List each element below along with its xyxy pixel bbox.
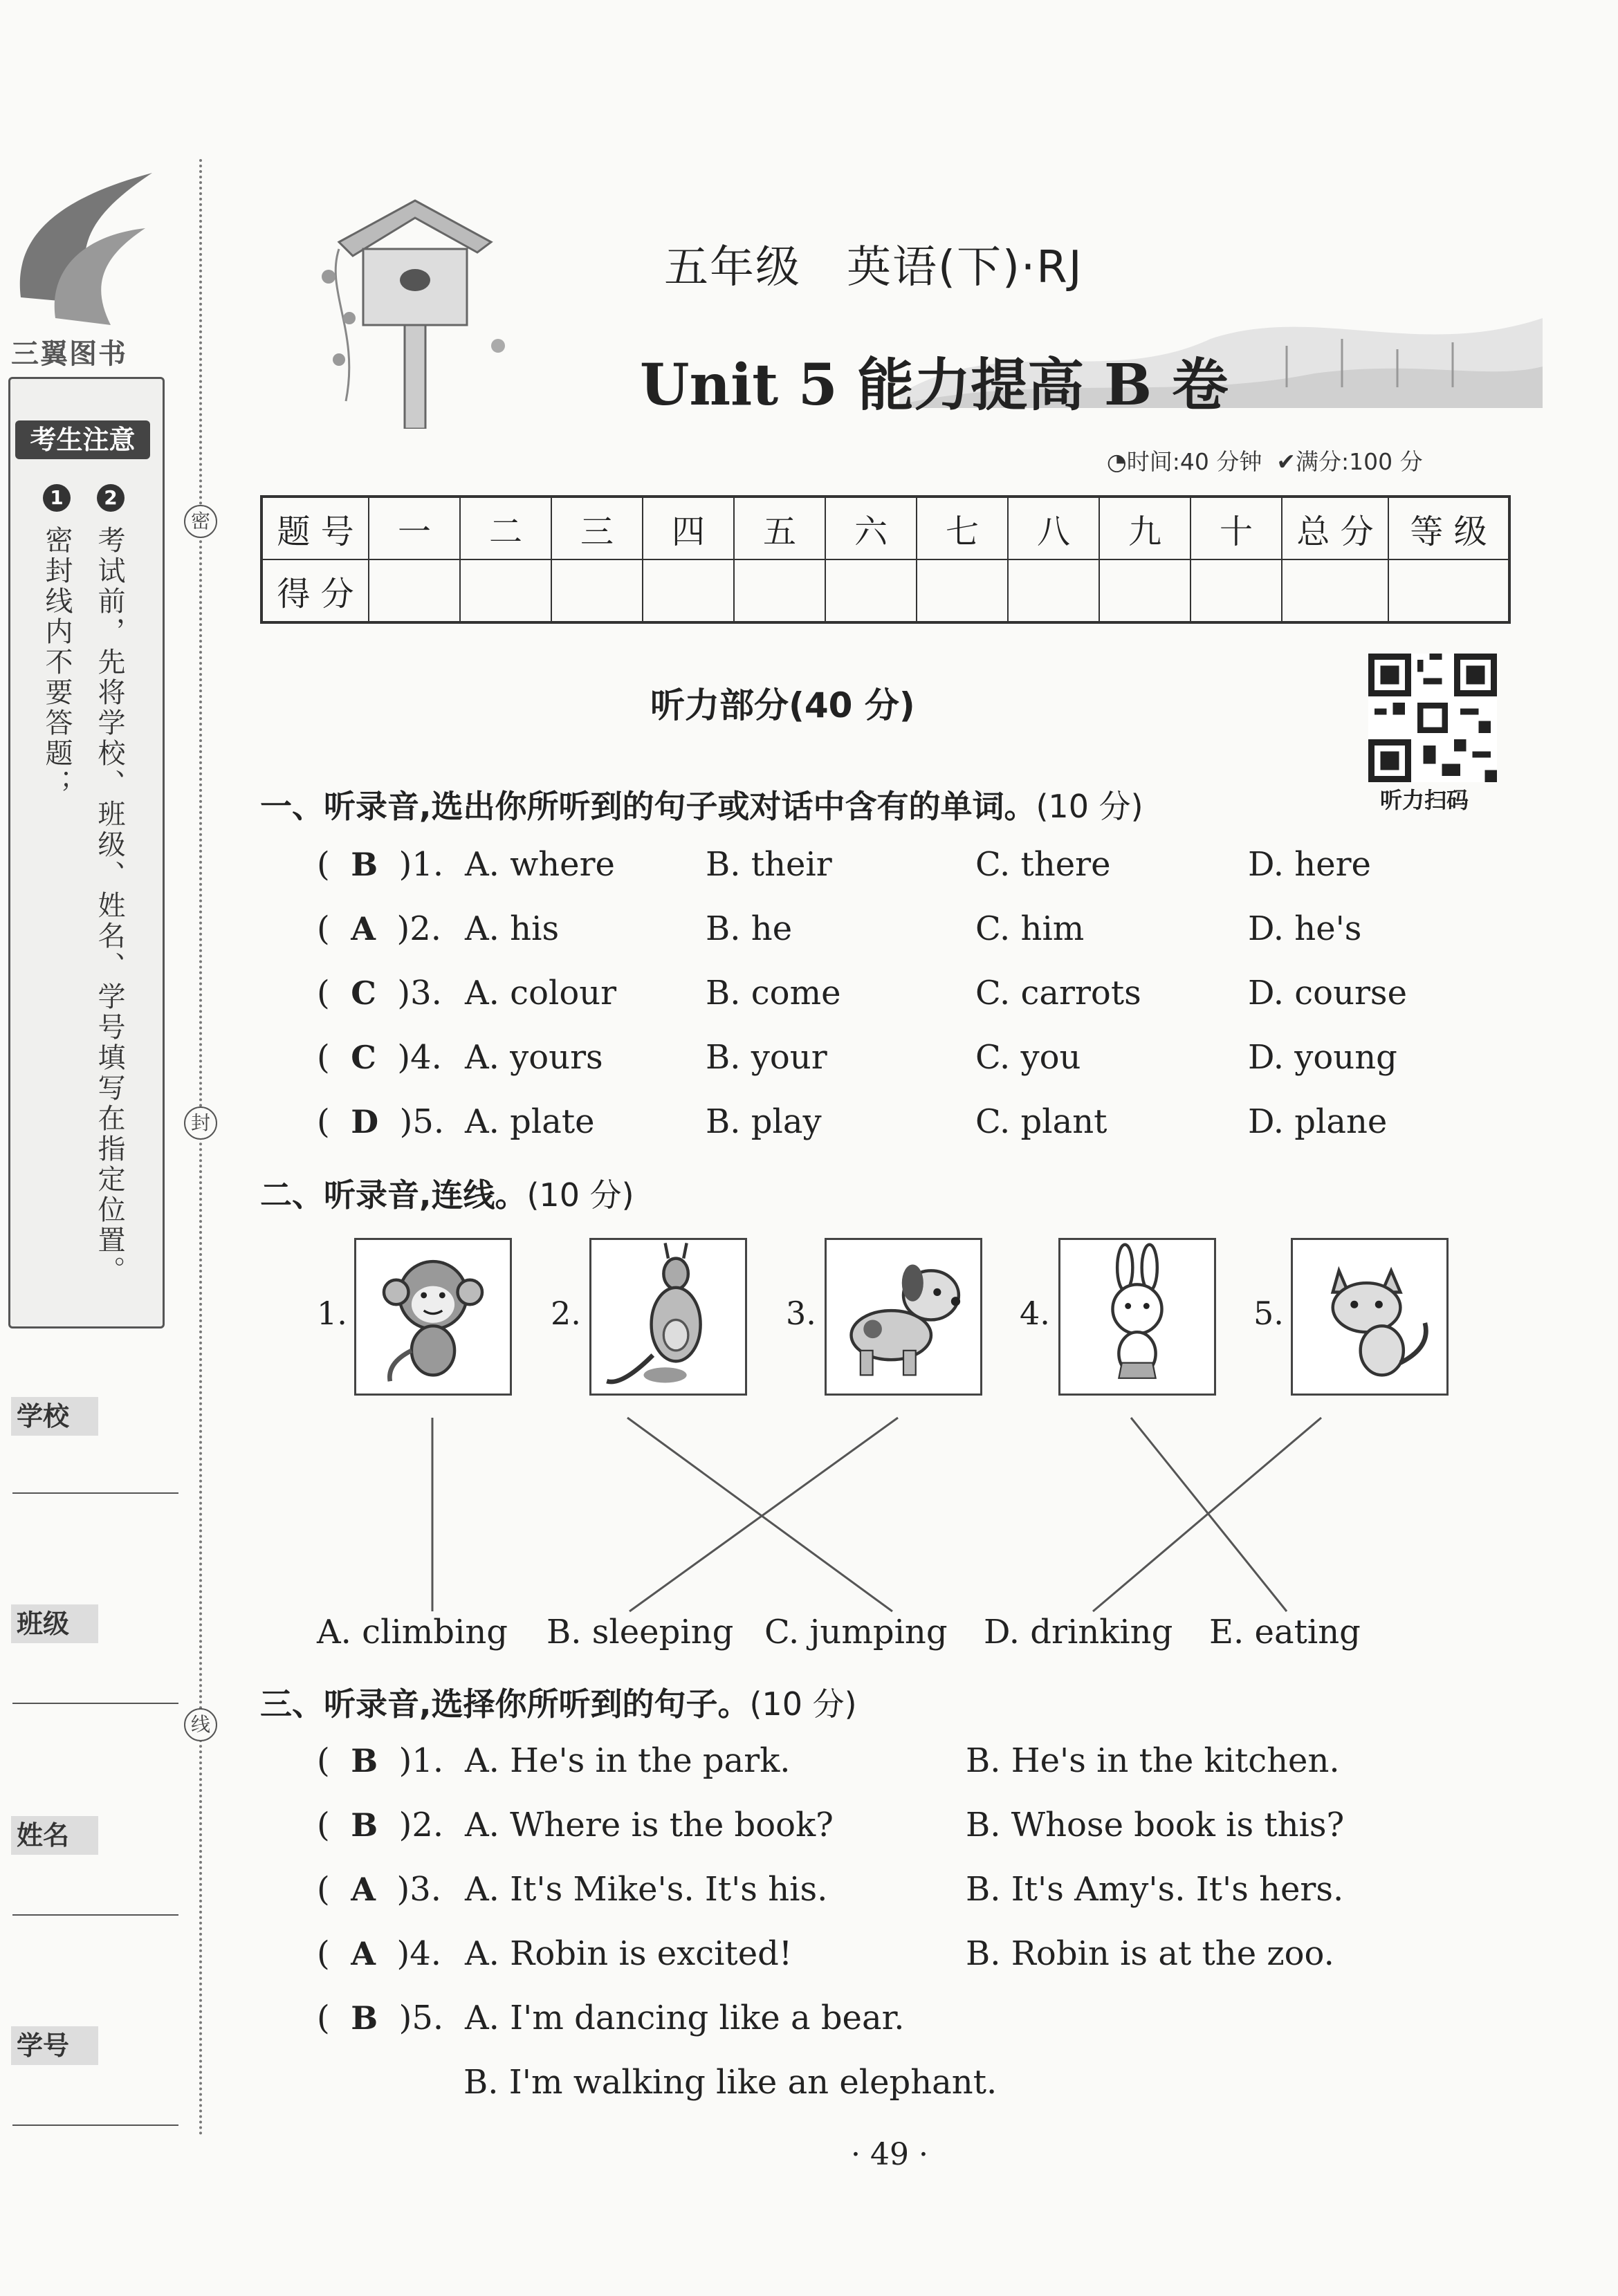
option-d: D. he's [1248,909,1362,948]
option-a: A. It's Mike's. It's his. [465,1870,828,1909]
part2-title-text: 二、听录音,连线。 [260,1176,527,1214]
score-cell: 九 [1099,497,1190,559]
cat-icon [1291,1238,1449,1396]
number-badge-2: 2 [97,484,125,512]
question-number: 4. [410,1038,442,1077]
score-input[interactable] [460,559,551,622]
option-a: A. plate [465,1102,595,1141]
score-input[interactable] [551,559,643,622]
part1-points: (10 分) [1036,788,1143,825]
matching-lines [318,1411,1397,1618]
answer-bracket[interactable]: ( A )3. [317,1870,441,1909]
check-icon: ✔ [1276,448,1296,475]
option-a: A. He's in the park. [465,1741,791,1780]
option-c: C. plant [975,1102,1107,1141]
word-option: B. sleeping [546,1613,734,1651]
score-cell: 三 [551,497,643,559]
score-input[interactable] [1008,559,1099,622]
exam-full-score: 满分:100 分 [1296,448,1423,475]
match-line-2 [627,1418,892,1611]
option-d: D. course [1248,974,1407,1012]
seal-xian: 线 [184,1708,217,1741]
score-cell: 八 [1008,497,1099,559]
word-option: D. drinking [984,1613,1173,1651]
answer-letter: A [351,1935,376,1972]
part2-title [260,1170,634,1216]
birdhouse-illustration [297,194,526,429]
score-cell: 题 号 [261,497,369,559]
number-badge-1: 1 [43,484,71,512]
picture-number: 4. [1020,1295,1050,1332]
dog-icon [825,1238,982,1396]
option-d: D. here [1248,845,1371,884]
notice-item-1 [43,484,71,512]
rabbit-icon [1058,1238,1216,1396]
score-input[interactable] [1282,559,1388,622]
score-input[interactable] [917,559,1008,622]
score-table [260,495,1511,624]
answer-bracket[interactable]: ( B )1. [317,1741,444,1780]
option-c: C. there [975,845,1111,884]
score-header-row [261,497,1509,559]
answer-bracket[interactable]: ( B )1. [317,845,444,884]
picture-number: 5. [1253,1295,1284,1332]
word-option: C. jumping [764,1613,948,1651]
picture-number: 1. [317,1295,347,1332]
class-label: 班级 [11,1604,98,1643]
answer-bracket[interactable]: ( C )3. [317,974,442,1012]
score-input[interactable] [1190,559,1282,622]
option-a: A. Robin is excited! [465,1934,793,1973]
grade-subject: 五年级 英语(下)·RJ [664,242,1083,293]
part2-points: (10 分) [526,1176,634,1214]
score-cell: 四 [643,497,734,559]
option-b: B. Whose book is this? [966,1806,1345,1844]
class-field-line[interactable] [12,1703,178,1704]
option-d: D. young [1248,1038,1397,1077]
answer-bracket[interactable]: ( B )2. [317,1806,444,1844]
question-number: 2. [412,1806,444,1844]
answer-letter: B [351,1999,378,2037]
score-input[interactable] [1099,559,1190,622]
answer-letter: A [351,910,376,947]
exam-time: 时间:40 分钟 [1126,448,1262,475]
question-number: 3. [410,974,442,1012]
notice-text-2: 考试前，先将学校、班级、姓名、学号填写在指定位置。 [93,526,125,1286]
score-input[interactable] [369,559,460,622]
score-cell: 总 分 [1282,497,1388,559]
question-number: 3. [410,1870,441,1909]
part3-points: (10 分) [749,1685,857,1723]
score-cell: 二 [460,497,551,559]
word-option: A. climbing [317,1613,508,1651]
option-b: B. play [706,1102,822,1141]
notice-item-2 [97,484,125,512]
option-a: A. where [465,845,615,884]
question-number: 5. [412,1999,444,2037]
seal-mi: 密 [184,505,217,538]
score-input[interactable] [825,559,917,622]
question-number: 1. [412,1741,444,1780]
answer-bracket[interactable]: ( A )4. [317,1934,441,1973]
match-line-4 [1131,1418,1287,1611]
option-a: A. his [465,909,560,948]
option-b: B. their [706,845,832,884]
option-b: B. I'm walking like an elephant. [463,2063,998,2102]
seal-dotted-line [199,159,202,2137]
name-label: 姓名 [11,1816,98,1855]
name-field-line[interactable] [12,1914,178,1916]
part1-title [260,781,1143,827]
answer-letter: C [351,1039,376,1076]
option-a: A. Where is the book? [465,1806,834,1844]
score-cell: 等 级 [1388,497,1509,559]
page-title: Unit 5 能力提高 B 卷 [640,352,1229,418]
part3-title-text: 三、听录音,选择你所听到的句子。 [260,1685,750,1723]
option-a: A. yours [465,1038,603,1077]
question-number: 4. [410,1934,441,1973]
answer-bracket[interactable]: ( B )5. [317,1999,444,2037]
score-input[interactable] [1388,559,1509,622]
monkey-icon [354,1238,512,1396]
score-value-row [261,559,1509,622]
section-heading: 听力部分(40 分) [650,685,915,725]
option-b: B. your [706,1038,827,1077]
answer-bracket[interactable]: ( A )2. [317,909,441,948]
answer-letter: C [351,974,376,1012]
option-a: A. colour [465,974,617,1012]
match-line-5 [1093,1418,1321,1611]
option-c: C. you [975,1038,1081,1077]
student-id-field-line[interactable] [12,2124,178,2126]
exam-info [1107,444,1423,476]
seal-feng: 封 [184,1107,217,1140]
option-c: C. him [975,909,1085,948]
picture-number: 2. [551,1295,581,1332]
answer-letter: B [351,1806,378,1844]
answer-letter: B [351,846,378,883]
option-b: B. Robin is at the zoo. [966,1934,1334,1973]
brand-name: 三翼图书 [11,338,127,370]
score-cell: 五 [734,497,825,559]
school-field-line[interactable] [12,1492,178,1494]
answer-letter: B [351,1742,378,1779]
notice-box [8,377,165,1328]
match-line-3 [629,1418,898,1611]
page-number: · 49 · [851,2137,928,2172]
score-cell: 十 [1190,497,1282,559]
option-b: B. he [706,909,793,948]
school-label: 学校 [11,1397,98,1436]
part1-title-text: 一、听录音,选出你所听到的句子或对话中含有的单词。 [260,788,1036,825]
question-number: 1. [412,845,444,884]
question-number: 2. [410,909,441,948]
score-cell: 七 [917,497,1008,559]
part3-title [260,1679,857,1725]
qr-code-icon[interactable] [1368,654,1497,782]
answer-letter: A [351,1871,376,1908]
score-cell: 一 [369,497,460,559]
option-c: C. carrots [975,974,1141,1012]
student-id-label: 学号 [11,2026,98,2065]
score-cell: 六 [825,497,917,559]
score-input[interactable] [643,559,734,622]
question-number: 5. [412,1102,445,1141]
answer-bracket[interactable]: ( C )4. [317,1038,442,1077]
notice-title: 考生注意 [15,420,150,459]
option-b: B. It's Amy's. It's hers. [966,1870,1344,1909]
answer-letter: D [351,1103,379,1140]
qr-label: 听力扫码 [1380,787,1469,813]
word-option: E. eating [1209,1613,1361,1651]
option-b: B. He's in the kitchen. [966,1741,1340,1780]
option-a: A. I'm dancing like a bear. [465,1999,905,2037]
option-b: B. come [706,974,841,1012]
score-input[interactable] [734,559,825,622]
answer-bracket[interactable]: ( D )5. [317,1102,445,1141]
score-row-label: 得 分 [261,559,369,622]
notice-text-1: 密封线内不要答题； [41,526,73,799]
clock-icon: ◔ [1107,448,1127,475]
option-d: D. plane [1248,1102,1388,1141]
picture-number: 3. [786,1295,816,1332]
kangaroo-icon [589,1238,747,1396]
